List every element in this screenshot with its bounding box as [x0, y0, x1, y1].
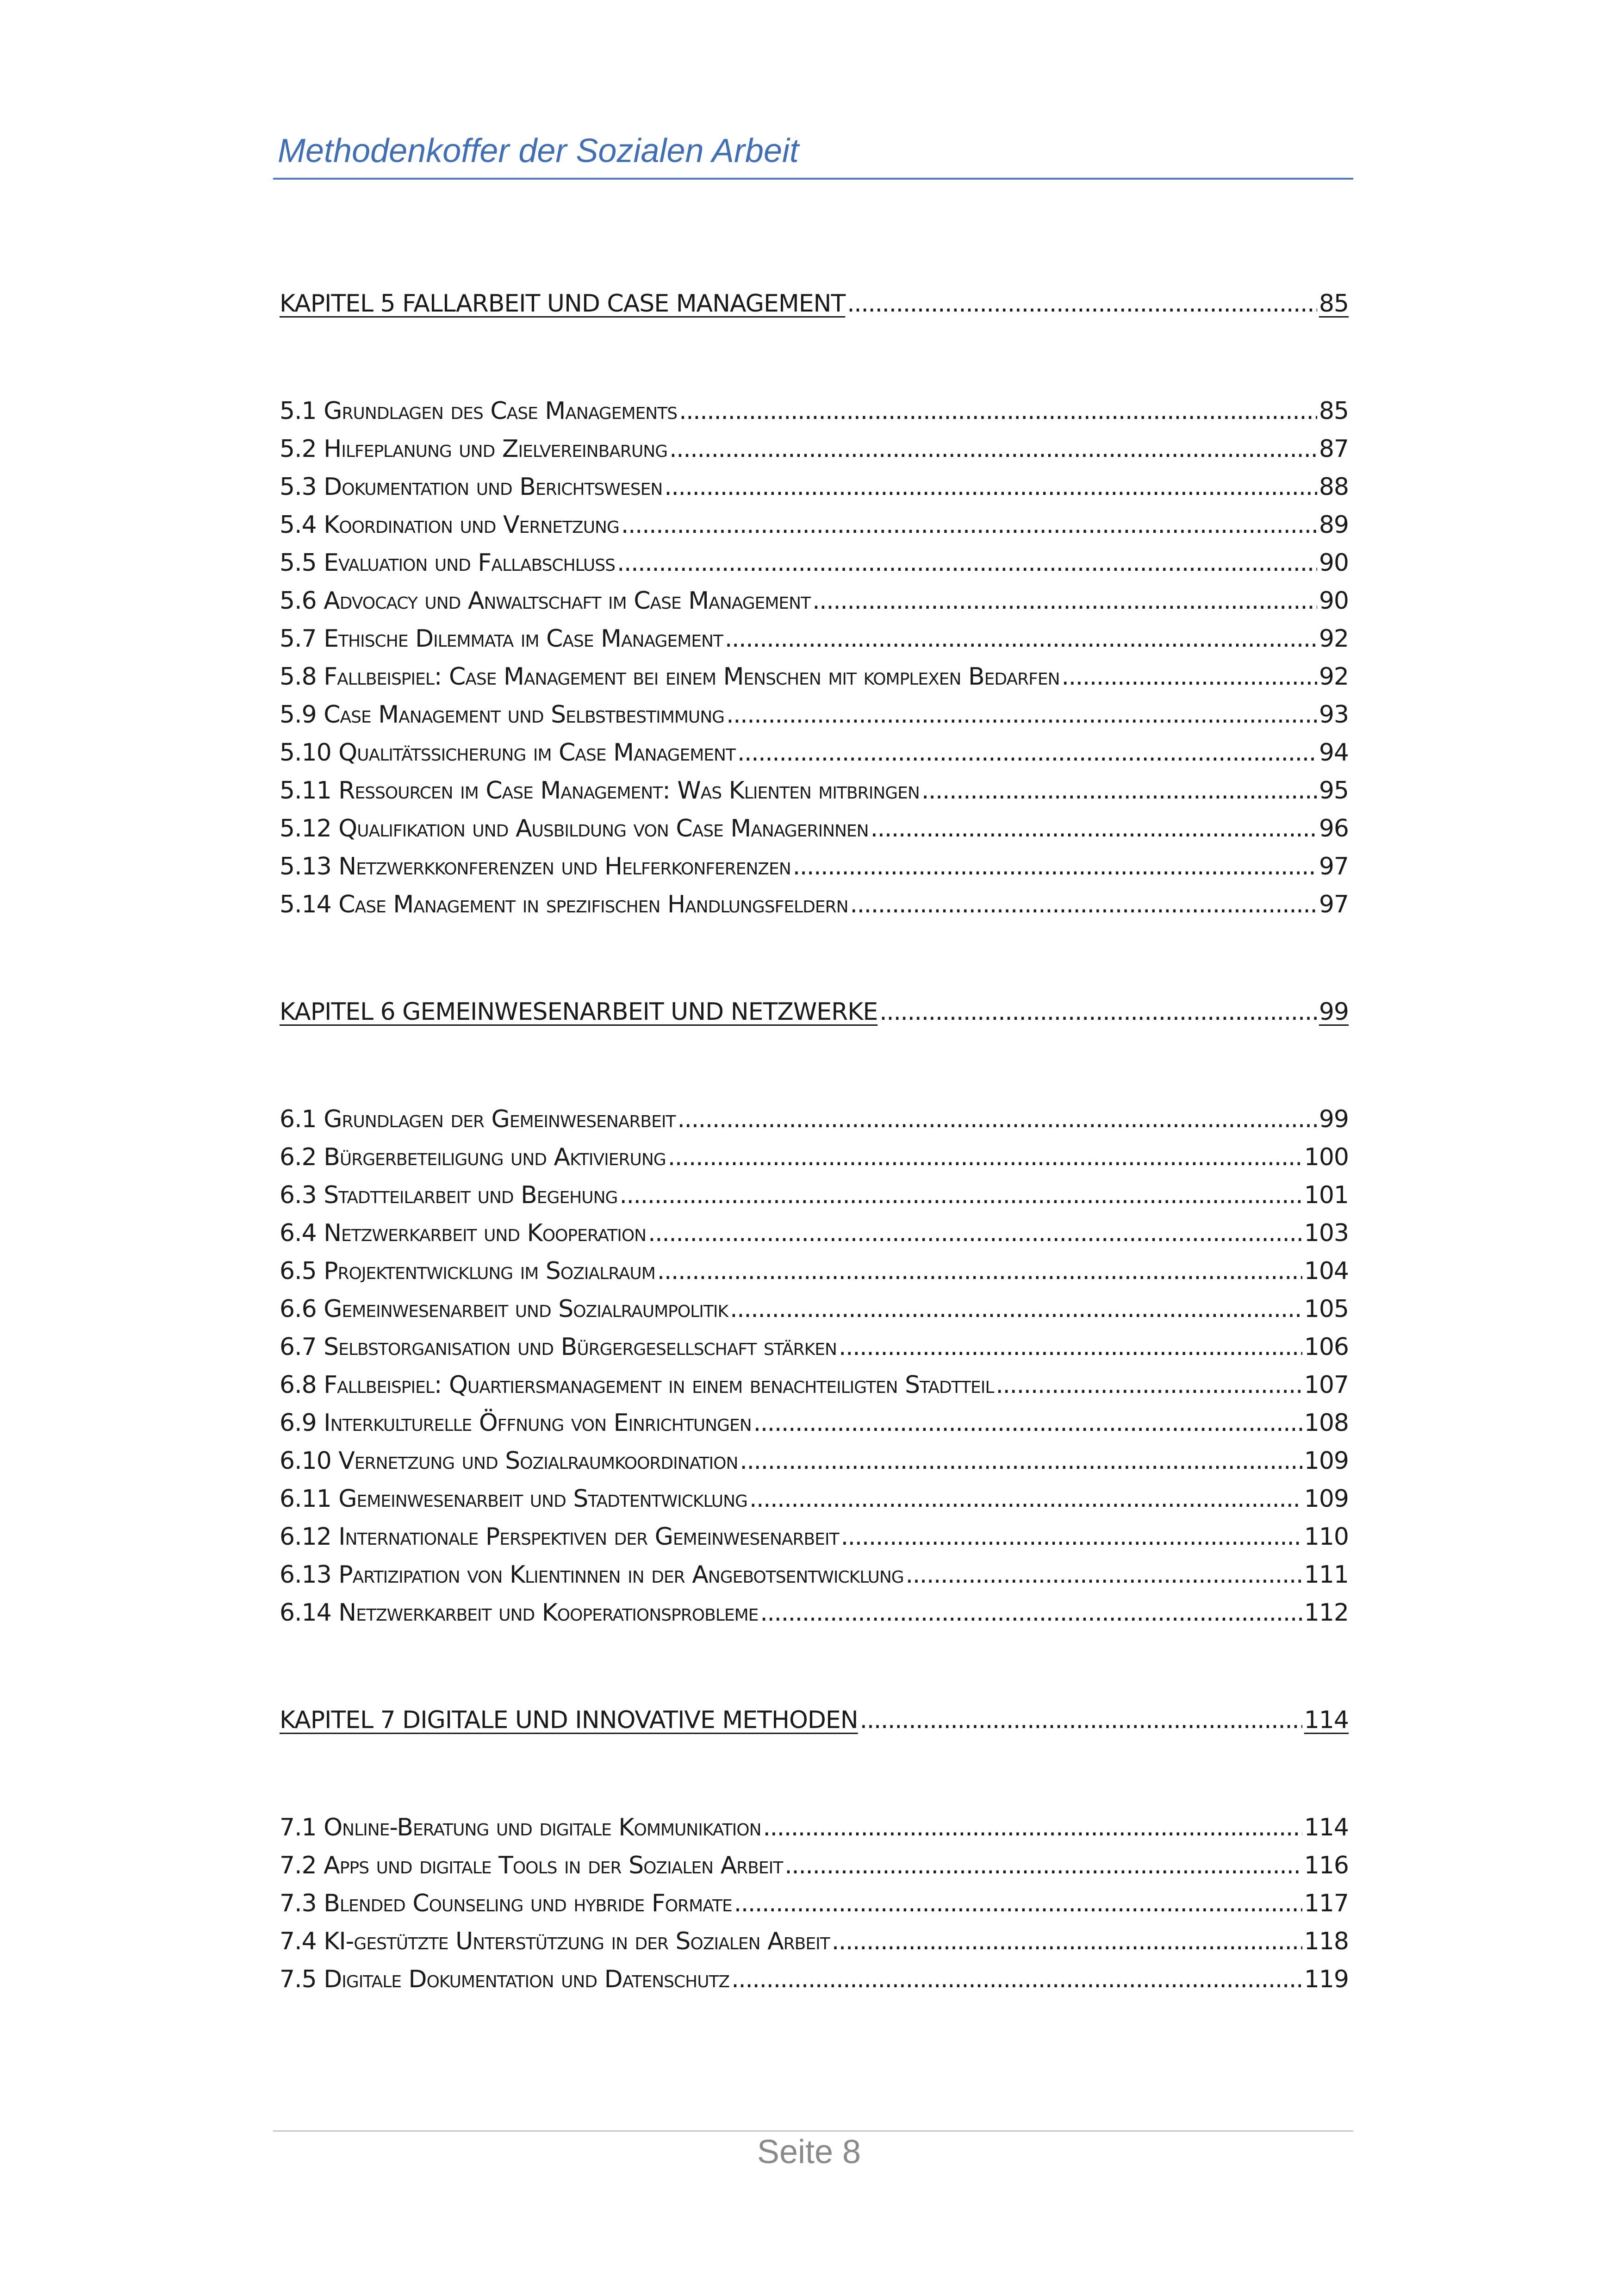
toc-leader-dots — [996, 1373, 1302, 1397]
toc-entry-label: 6.13 Partizipation von Klientinnen in der Angebotsentwicklung — [280, 1561, 904, 1589]
toc-entry[interactable] — [280, 841, 1349, 879]
toc-leader-dots — [668, 1145, 1302, 1169]
toc-page-number: 117 — [1304, 1890, 1349, 1917]
toc-leader-dots — [619, 1183, 1302, 1207]
toc-entry[interactable] — [280, 1397, 1349, 1435]
toc-entry[interactable] — [280, 765, 1349, 803]
toc-leader-dots — [617, 551, 1317, 575]
page-number-footer: Seite 8 — [757, 2134, 861, 2171]
toc-chapter-7[interactable] — [280, 1694, 1349, 1732]
toc-entry-label: 6.4 Netzwerkarbeit und Kooperation — [280, 1219, 647, 1247]
toc-entry[interactable] — [280, 1435, 1349, 1473]
toc-page-number: 90 — [1319, 549, 1349, 577]
toc-page-number: 105 — [1304, 1295, 1349, 1323]
toc-page-number: 100 — [1304, 1143, 1349, 1171]
toc-entry[interactable] — [280, 1549, 1349, 1587]
toc-leader-dots — [669, 437, 1317, 461]
toc-entry[interactable] — [280, 385, 1349, 423]
toc-entry[interactable] — [280, 499, 1349, 537]
toc-entry[interactable] — [280, 461, 1349, 499]
toc-page-number: 97 — [1319, 891, 1349, 918]
toc-entry[interactable] — [280, 1131, 1349, 1169]
toc-leader-dots — [906, 1563, 1302, 1587]
toc-entry[interactable] — [280, 1093, 1349, 1131]
toc-page-number: 114 — [1304, 1814, 1349, 1841]
toc-entry[interactable] — [280, 613, 1349, 651]
toc-leader-dots — [793, 855, 1317, 879]
toc-page-number: 96 — [1319, 815, 1349, 842]
toc-entry[interactable] — [280, 1321, 1349, 1359]
toc-page-number: 88 — [1319, 473, 1349, 501]
toc-page-number: 99 — [1319, 1105, 1349, 1133]
toc-page-number: 109 — [1304, 1447, 1349, 1475]
toc-page-number: 97 — [1319, 853, 1349, 880]
toc-entry-label: 6.12 Internationale Perspektiven der Gemeinwesenarbeit — [280, 1523, 839, 1551]
toc-entry-label: 7.3 Blended Counseling und hybride Formate — [280, 1890, 732, 1917]
toc-entry[interactable] — [280, 1915, 1349, 1953]
toc-leader-dots — [677, 1107, 1317, 1131]
toc-entry-label: 6.2 Bürgerbeteiligung und Aktivierung — [280, 1143, 666, 1171]
toc-entry-label: 5.13 Netzwerkkonferenzen und Helferkonferenzen — [280, 853, 791, 880]
toc-page-number: 119 — [1304, 1965, 1349, 1993]
toc-page-number: 90 — [1319, 587, 1349, 615]
toc-leader-dots — [664, 475, 1317, 499]
toc-leader-dots — [753, 1411, 1302, 1435]
toc-page-number: 110 — [1304, 1523, 1349, 1551]
toc-leader-dots — [812, 589, 1317, 613]
toc-entry-label: 7.2 Apps und digitale Tools in der Sozialen Arbeit — [280, 1852, 783, 1879]
toc-leader-dots — [860, 1708, 1302, 1732]
toc-chapter-label: KAPITEL 5 FALLARBEIT UND CASE MANAGEMENT — [280, 290, 846, 318]
toc-leader-dots — [760, 1601, 1302, 1625]
toc-entry[interactable] — [280, 803, 1349, 841]
toc-leader-dots — [832, 1929, 1302, 1953]
toc-page-number: 99 — [1319, 998, 1349, 1026]
toc-entry-label: 5.4 Koordination und Vernetzung — [280, 511, 619, 539]
toc-leader-dots — [731, 1967, 1302, 1991]
toc-entry-label: 5.6 Advocacy und Anwaltschaft im Case Management — [280, 587, 811, 615]
toc-entry-label: 5.3 Dokumentation und Berichtswesen — [280, 473, 663, 501]
toc-entry-label: 5.5 Evaluation und Fallabschluss — [280, 549, 615, 577]
toc-leader-dots — [726, 703, 1317, 727]
toc-chapter-6[interactable] — [280, 986, 1349, 1024]
toc-entry[interactable] — [280, 537, 1349, 575]
toc-entry[interactable] — [280, 689, 1349, 727]
toc-leader-dots — [847, 292, 1317, 316]
toc-page-number: 114 — [1304, 1706, 1349, 1734]
toc-leader-dots — [839, 1335, 1302, 1359]
toc-entry-label: 6.9 Interkulturelle Öffnung von Einrichtungen — [280, 1409, 752, 1437]
toc-page-number: 101 — [1304, 1181, 1349, 1209]
toc-entry-label: 7.5 Digitale Dokumentation und Datenschutz — [280, 1965, 730, 1993]
toc-entry-label: 6.6 Gemeinwesenarbeit und Sozialraumpolitik — [280, 1295, 728, 1323]
toc-entry[interactable] — [280, 1283, 1349, 1321]
toc-entry[interactable] — [280, 1207, 1349, 1245]
toc-page-number: 103 — [1304, 1219, 1349, 1247]
toc-entry-label: 5.7 Ethische Dilemmata im Case Management — [280, 625, 723, 653]
toc-entry-label: 7.1 Online-Beratung und digitale Kommunikation — [280, 1814, 761, 1841]
toc-leader-dots — [871, 817, 1317, 841]
toc-page-number: 93 — [1319, 701, 1349, 729]
toc-entry-label: 7.4 KI-gestützte Unterstützung in der Sozialen Arbeit — [280, 1928, 830, 1955]
toc-leader-dots — [841, 1525, 1302, 1549]
toc-page-number: 92 — [1319, 625, 1349, 653]
toc-page-number: 106 — [1304, 1333, 1349, 1361]
toc-leader-dots — [1062, 665, 1317, 689]
footer-divider — [273, 2130, 1353, 2132]
toc-leader-dots — [730, 1297, 1302, 1321]
toc-entry-label: 5.11 Ressourcen im Case Management: Was Klienten mitbringen — [280, 777, 920, 805]
toc-entry[interactable] — [280, 651, 1349, 689]
toc-entry-label: 5.10 Qualitätssicherung im Case Management — [280, 739, 735, 767]
toc-page-number: 95 — [1319, 777, 1349, 805]
toc-entry-label: 6.10 Vernetzung und Sozialraumkoordination — [280, 1447, 738, 1475]
toc-entry-label: 5.8 Fallbeispiel: Case Management bei einem Menschen mit komplexen Bedarfen — [280, 663, 1060, 691]
toc-entry[interactable] — [280, 1953, 1349, 1991]
toc-entry[interactable] — [280, 423, 1349, 461]
toc-chapter-label: KAPITEL 7 DIGITALE UND INNOVATIVE METHODEN — [280, 1706, 858, 1734]
toc-page-number: 109 — [1304, 1485, 1349, 1513]
toc-page-number: 112 — [1304, 1599, 1349, 1627]
toc-entry-label: 6.11 Gemeinwesenarbeit und Stadtentwicklung — [280, 1485, 747, 1513]
toc-leader-dots — [850, 892, 1317, 917]
toc-entry-label: 6.3 Stadtteilarbeit und Begehung — [280, 1181, 618, 1209]
toc-entry-label: 6.14 Netzwerkarbeit und Kooperationsprobleme — [280, 1599, 759, 1627]
toc-entry-label: 6.8 Fallbeispiel: Quartiersmanagement in einem benachteiligten Stadtteil — [280, 1371, 994, 1399]
toc-page-number: 92 — [1319, 663, 1349, 691]
toc-page-number: 85 — [1319, 397, 1349, 425]
toc-page-number: 104 — [1304, 1257, 1349, 1285]
toc-leader-dots — [737, 741, 1317, 765]
toc-page-number: 85 — [1319, 290, 1349, 318]
header-divider — [273, 178, 1353, 180]
toc-page-number: 111 — [1304, 1561, 1349, 1589]
toc-entry[interactable] — [280, 575, 1349, 613]
toc-page-number: 108 — [1304, 1409, 1349, 1437]
toc-leader-dots — [725, 627, 1317, 651]
toc-page-number: 107 — [1304, 1371, 1349, 1399]
toc-chapter-label: KAPITEL 6 GEMEINWESENARBEIT UND NETZWERKE — [280, 998, 878, 1026]
toc-entry[interactable] — [280, 1511, 1349, 1549]
toc-leader-dots — [679, 399, 1317, 423]
toc-chapter-5[interactable] — [280, 278, 1349, 316]
toc-entry-label: 5.2 Hilfeplanung und Zielvereinbarung — [280, 435, 668, 463]
toc-leader-dots — [763, 1816, 1302, 1840]
toc-leader-dots — [648, 1221, 1302, 1245]
toc-leader-dots — [749, 1487, 1302, 1511]
toc-entry-label: 6.5 Projektentwicklung im Sozialraum — [280, 1257, 655, 1285]
toc-entry[interactable] — [280, 1878, 1349, 1915]
running-header-title: Methodenkoffer der Sozialen Arbeit — [278, 132, 799, 169]
toc-leader-dots — [621, 513, 1317, 537]
toc-leader-dots — [740, 1449, 1302, 1473]
toc-page-number: 116 — [1304, 1852, 1349, 1879]
toc-entry[interactable] — [280, 1587, 1349, 1625]
toc-page-number: 87 — [1319, 435, 1349, 463]
toc-page-number: 118 — [1304, 1928, 1349, 1955]
toc-page-number: 89 — [1319, 511, 1349, 539]
toc-leader-dots — [784, 1853, 1302, 1878]
toc-entry-label: 6.1 Grundlagen der Gemeinwesenarbeit — [280, 1105, 676, 1133]
toc-entry-label: 5.12 Qualifikation und Ausbildung von Case Managerinnen — [280, 815, 869, 842]
toc-page-number: 94 — [1319, 739, 1349, 767]
toc-entry-label: 5.14 Case Management in spezifischen Handlungsfeldern — [280, 891, 848, 918]
toc-entry[interactable] — [280, 1245, 1349, 1283]
toc-entry-label: 5.9 Case Management und Selbstbestimmung — [280, 701, 725, 729]
toc-entry-label: 6.7 Selbstorganisation und Bürgergesellschaft stärken — [280, 1333, 837, 1361]
toc-entry[interactable] — [280, 727, 1349, 765]
toc-entry[interactable] — [280, 1473, 1349, 1511]
toc-leader-dots — [734, 1891, 1302, 1915]
toc-entry-label: 5.1 Grundlagen des Case Managements — [280, 397, 678, 425]
toc-entry[interactable] — [280, 1840, 1349, 1878]
toc-entry[interactable] — [280, 1359, 1349, 1397]
toc-entry[interactable] — [280, 1169, 1349, 1207]
toc-leader-dots — [657, 1259, 1302, 1283]
toc-entry[interactable] — [280, 879, 1349, 917]
toc-leader-dots — [879, 1000, 1317, 1024]
toc-entry[interactable] — [280, 1802, 1349, 1840]
toc-leader-dots — [921, 779, 1317, 803]
